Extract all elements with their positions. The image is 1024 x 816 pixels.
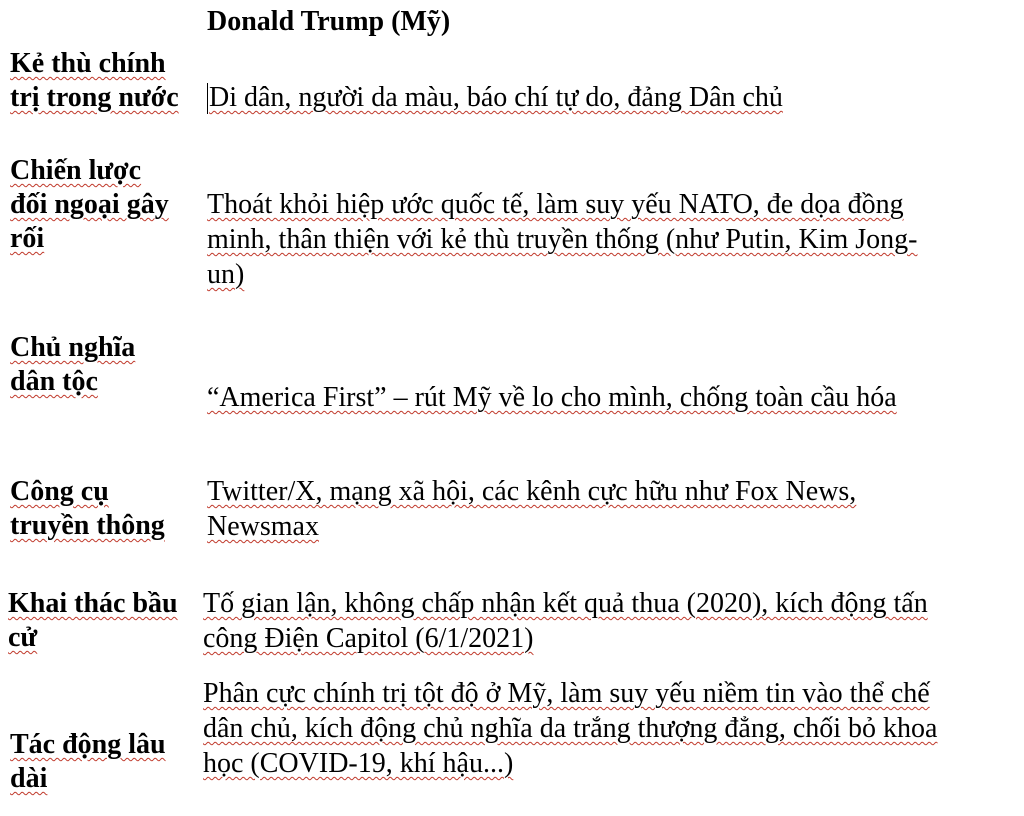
label-line: Kẻ thù chính — [10, 48, 166, 79]
value-line: Tố gian lận, không chấp nhận kết quả thua (2020), kích động tấn — [203, 588, 928, 619]
row-value-election-exploitation[interactable] — [203, 586, 928, 656]
row-label-media-tools — [10, 475, 165, 543]
value-line: Phân cực chính trị tột độ ở Mỹ, làm suy yếu niềm tin vào thể chế — [203, 678, 930, 709]
row-value-media-tools[interactable] — [207, 474, 856, 544]
column-header: Donald Trump (Mỹ) — [207, 6, 451, 37]
label-line: cử — [8, 622, 38, 653]
label-line: dài — [10, 763, 48, 794]
row-label-foreign-strategy — [10, 154, 169, 256]
row-value-foreign-strategy[interactable] — [207, 187, 918, 292]
value-line: Newsmax — [207, 511, 319, 542]
value-line: “America First” – rút Mỹ về lo cho mình, chống toàn cầu hóa — [207, 382, 897, 413]
row-value-nationalism[interactable] — [207, 380, 897, 415]
value-line: Twitter/X, mạng xã hội, các kênh cực hữu như Fox News, — [207, 476, 857, 507]
value-line: học (COVID-19, khí hậu...) — [203, 748, 514, 779]
value-line: công Điện Capitol (6/1/2021) — [203, 623, 534, 654]
row-label-nationalism — [10, 331, 135, 399]
label-line: dân tộc — [10, 366, 98, 397]
row-label-long-term-impact — [10, 728, 166, 796]
label-line: truyền thông — [10, 510, 165, 541]
label-line: đối ngoại gây — [10, 189, 169, 220]
value-line: Thoát khỏi hiệp ước quốc tế, làm suy yếu NATO, đe dọa đồng — [207, 189, 904, 220]
label-line: Chủ nghĩa — [10, 332, 136, 363]
label-line: Chiến lược — [10, 155, 142, 186]
value-line: Di dân, người da màu, báo chí tự do, đảng Dân chủ — [209, 82, 783, 113]
row-value-long-term-impact[interactable] — [203, 676, 937, 781]
value-line: dân chủ, kích động chủ nghĩa da trắng thượng đẳng, chối bỏ khoa — [203, 713, 938, 744]
label-line: rối — [10, 223, 45, 254]
row-label-political-enemies — [10, 47, 179, 115]
label-line: Khai thác bầu — [8, 588, 178, 619]
label-line: trị trong nước — [10, 82, 179, 113]
row-label-election-exploitation — [8, 587, 178, 655]
label-line: Tác động lâu — [10, 729, 166, 760]
text-cursor — [207, 83, 208, 114]
value-line: un) — [207, 259, 245, 290]
row-value-political-enemies[interactable] — [209, 80, 783, 115]
value-line: minh, thân thiện với kẻ thù truyền thống (như Putin, Kim Jong- — [207, 224, 918, 255]
label-line: Công cụ — [10, 476, 109, 507]
